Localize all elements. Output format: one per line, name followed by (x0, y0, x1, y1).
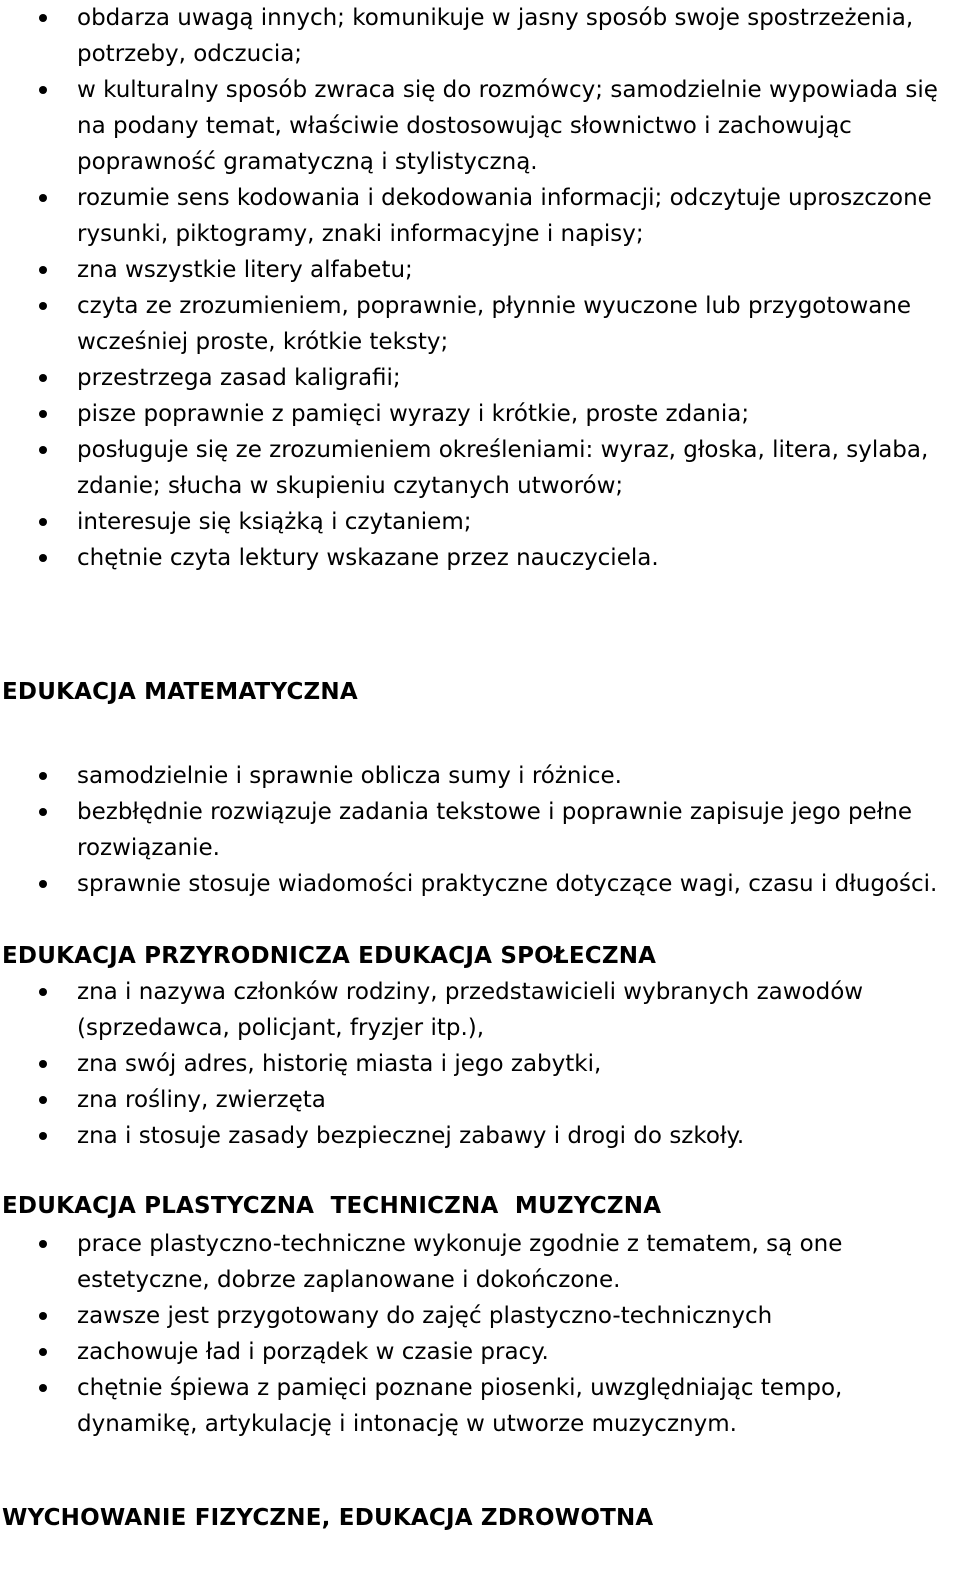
bullet-icon (39, 194, 47, 202)
list-item-text: rozumie sens kodowania i dekodowania informacji; odczytuje uproszczone rysunki, piktogramy, znaki informacyjne i napisy; (77, 185, 932, 247)
list-item-text: chętnie czyta lektury wskazane przez nauczyciela. (77, 545, 659, 571)
list-item (0, 1370, 960, 1442)
list-item (0, 360, 960, 396)
bullet-icon (39, 554, 47, 562)
list-item-text: obdarza uwagą innych; komunikuje w jasny sposób swoje spostrzeżenia, potrzeby, odczucia; (77, 5, 914, 67)
bullet-icon (39, 988, 47, 996)
list-item (0, 540, 960, 576)
bullet-icon (39, 518, 47, 526)
art-bullet-list (0, 1226, 960, 1442)
list-item-text: pisze poprawnie z pamięci wyrazy i krótkie, proste zdania; (77, 401, 750, 427)
nature-bullet-list (0, 974, 960, 1154)
bullet-icon (39, 446, 47, 454)
list-item (0, 1118, 960, 1154)
bullet-icon (39, 808, 47, 816)
bullet-icon (39, 86, 47, 94)
list-item (0, 1082, 960, 1118)
math-bullet-list (0, 758, 960, 902)
list-item-text: chętnie śpiewa z pamięci poznane piosenki, uwzględniając tempo, dynamikę, artykulację i intonację w utworze muzycznym. (77, 1375, 843, 1437)
section-heading-math: EDUKACJA MATEMATYCZNA (2, 679, 358, 705)
list-item-text: sprawnie stosuje wiadomości praktyczne dotyczące wagi, czasu i długości. (77, 871, 938, 897)
list-item (0, 288, 960, 360)
bullet-icon (39, 266, 47, 274)
list-item (0, 504, 960, 540)
list-item-text: zna i nazywa członków rodziny, przedstawicieli wybranych zawodów (sprzedawca, policjant, fryzjer itp.), (77, 979, 864, 1041)
bullet-icon (39, 880, 47, 888)
bullet-icon (39, 302, 47, 310)
list-item-text: samodzielnie i sprawnie oblicza sumy i różnice. (77, 763, 622, 789)
list-item (0, 866, 960, 902)
section-heading-nature-social: EDUKACJA PRZYRODNICZA EDUKACJA SPOŁECZNA (2, 943, 657, 969)
bullet-icon (39, 1384, 47, 1392)
list-item-text: prace plastyczno-techniczne wykonuje zgodnie z tematem, są one estetyczne, dobrze zaplanowane i dokończone. (77, 1231, 843, 1293)
list-item (0, 1046, 960, 1082)
list-item-text: przestrzega zasad kaligrafii; (77, 365, 401, 391)
bullet-icon (39, 374, 47, 382)
list-item (0, 396, 960, 432)
bullet-icon (39, 772, 47, 780)
list-item-text: interesuje się książką i czytaniem; (77, 509, 472, 535)
list-item (0, 1226, 960, 1298)
list-item-text: w kulturalny sposób zwraca się do rozmówcy; samodzielnie wypowiada się na podany temat, właściwie dostosowując słownictwo i zachowując poprawność gramatyczną i stylistyczną. (77, 77, 938, 175)
list-item (0, 432, 960, 504)
bullet-icon (39, 14, 47, 22)
list-item-text: zachowuje ład i porządek w czasie pracy. (77, 1339, 549, 1365)
bullet-icon (39, 410, 47, 418)
bullet-icon (39, 1348, 47, 1356)
list-item (0, 72, 960, 180)
list-item (0, 0, 960, 72)
bullet-icon (39, 1132, 47, 1140)
list-item-text: zna i stosuje zasady bezpiecznej zabawy i drogi do szkoły. (77, 1123, 745, 1149)
bullet-icon (39, 1060, 47, 1068)
list-item (0, 1298, 960, 1334)
list-item-text: zna swój adres, historię miasta i jego zabytki, (77, 1051, 602, 1077)
list-item (0, 252, 960, 288)
list-item (0, 180, 960, 252)
section-heading-pe-health: WYCHOWANIE FIZYCZNE, EDUKACJA ZDROWOTNA (2, 1505, 654, 1531)
bullet-icon (39, 1240, 47, 1248)
list-item (0, 1334, 960, 1370)
bullet-icon (39, 1312, 47, 1320)
section-heading-art-tech-music: EDUKACJA PLASTYCZNA TECHNICZNA MUZYCZNA (2, 1193, 662, 1219)
list-item-text: posługuje się ze zrozumieniem określeniami: wyraz, głoska, litera, sylaba, zdanie; słucha w skupieniu czytanych utworów; (77, 437, 929, 499)
list-item-text: zna wszystkie litery alfabetu; (77, 257, 413, 283)
list-item (0, 794, 960, 866)
list-item-text: zna rośliny, zwierzęta (77, 1087, 326, 1113)
list-item (0, 974, 960, 1046)
bullet-icon (39, 1096, 47, 1104)
list-item-text: bezbłędnie rozwiązuje zadania tekstowe i poprawnie zapisuje jego pełne rozwiązanie. (77, 799, 912, 861)
list-item-text: czyta ze zrozumieniem, poprawnie, płynnie wyuczone lub przygotowane wcześniej proste, krótkie teksty; (77, 293, 912, 355)
list-item (0, 758, 960, 794)
list-item-text: zawsze jest przygotowany do zajęć plastyczno-technicznych (77, 1303, 773, 1329)
intro-bullet-list (0, 0, 960, 576)
